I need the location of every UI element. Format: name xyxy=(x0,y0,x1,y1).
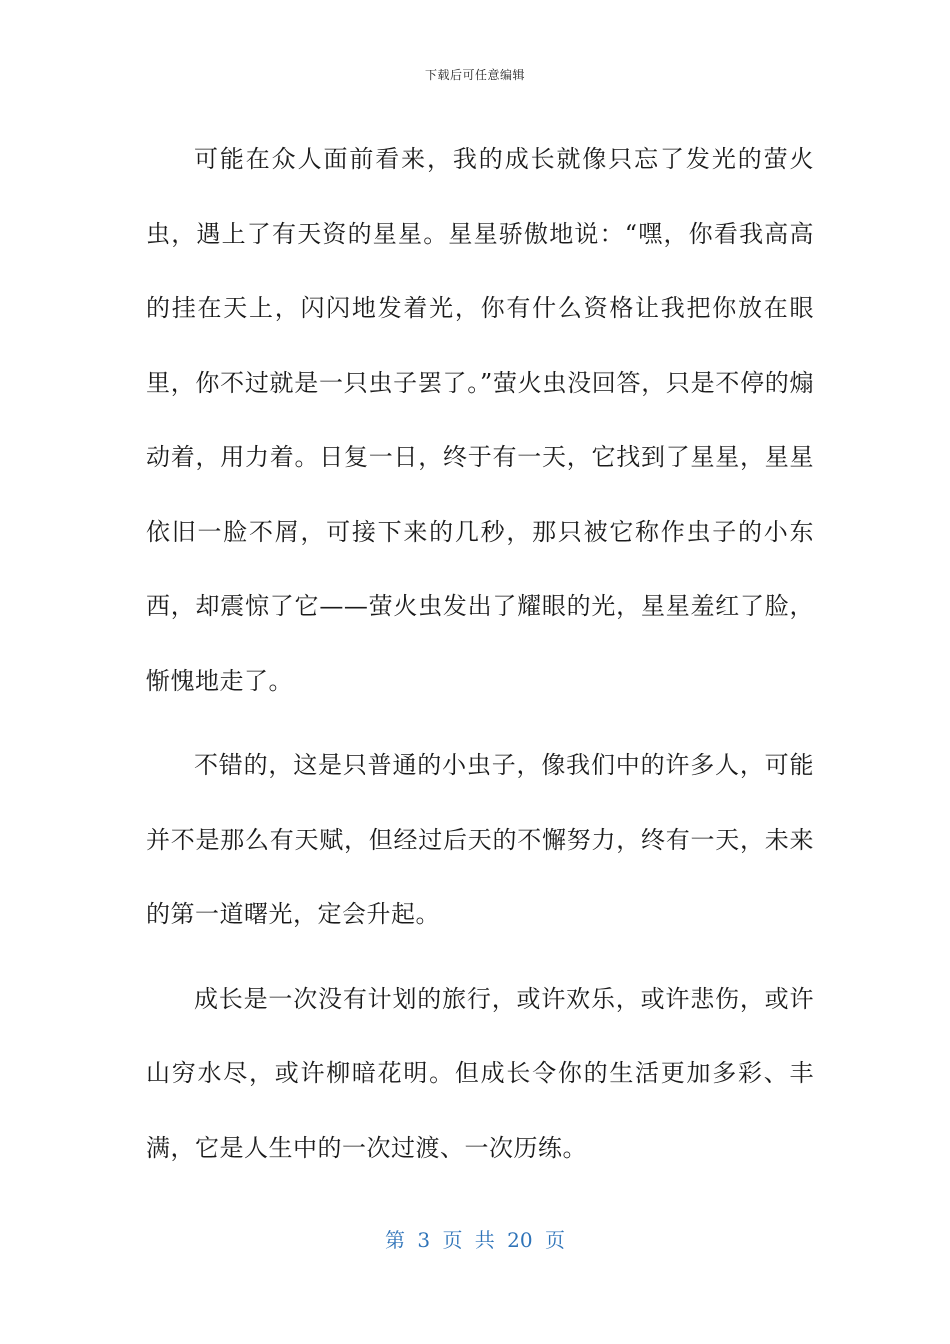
page-number-footer: 第 3 页 共 20 页 xyxy=(385,1228,565,1252)
document-body xyxy=(146,122,814,1195)
paragraph-2: 不错的，这是只普通的小虫子，像我们中的许多人，可能并不是那么有天赋，但经过后天的不懈努力，终有一天，未来的第一道曙光，定会升起。 xyxy=(146,751,814,928)
paragraph-3: 成长是一次没有计划的旅行，或许欢乐，或许悲伤，或许山穷水尽，或许柳暗花明。但成长令你的生活更加多彩、丰满，它是人生中的一次过渡、一次历练。 xyxy=(146,984,814,1162)
paragraph-1: 可能在众人面前看来，我的成长就像只忘了发光的萤火虫，遇上了有天资的星星。星星骄傲地说：“嘿，你看我高高的挂在天上，闪闪地发着光，你有什么资格让我把你放在眼里，你不过就是一只虫子罢了。”萤火虫没回答，只是不停的煽动着，用力着。日复一日，终于有一天，它找到了星星，星星依旧一脸不屑，可接下来的几秒，那只被它称作虫子的小东西，却震惊了它——萤火虫发出了耀眼的光，星星羞红了脸，惭愧地走了。 xyxy=(146,145,814,695)
page-header: 下载后可任意编辑 xyxy=(424,68,525,82)
